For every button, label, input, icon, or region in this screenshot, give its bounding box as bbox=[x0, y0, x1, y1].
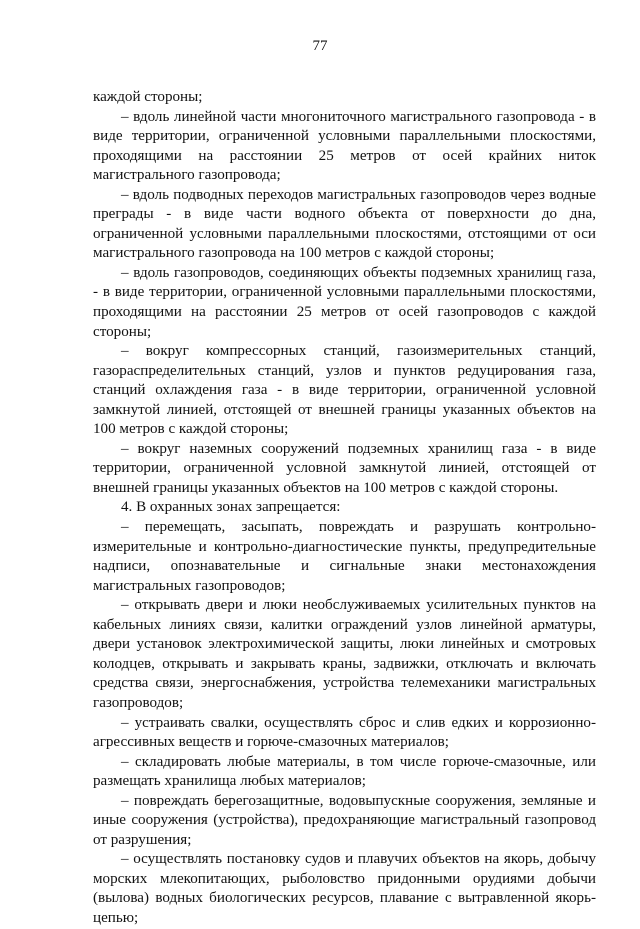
paragraph: – складировать любые материалы, в том числе горюче-смазочные, или размещать хранилища любых материалов; bbox=[93, 753, 596, 790]
paragraph: – вдоль газопроводов, соединяющих объекты подземных хранилищ газа, - в виде территории, ограниченной условными параллельными плоскостями, проходящими на расстоянии 25 метров от осей газопроводов с каждой стороны; bbox=[93, 264, 596, 340]
paragraph: – вокруг наземных сооружений подземных хранилищ газа - в виде территории, ограниченной условной замкнутой линией, отстоящей от внешней границы указанных объектов на 100 метров с каждой стороны. bbox=[93, 440, 596, 496]
paragraph: – открывать двери и люки необслуживаемых усилительных пунктов на кабельных линиях связи, калитки ограждений узлов линейной арматуры, двери установок электрохимической защиты, люки линейных и смотровых колодцев, открывать и закрывать краны, задвижки, отключать и включать средства связи, энергоснабжения, устройства телемеханики магистральных газопроводов; bbox=[93, 597, 596, 711]
paragraph: – перемещать, засыпать, повреждать и разрушать контрольно-измерительные и контрольно-диагностические пункты, предупредительные надписи, опознавательные и сигнальные знаки местонахождения магистральных газопроводов; bbox=[93, 519, 596, 594]
paragraph: – осуществлять постановку судов и плавучих объектов на якорь, добычу морских млекопитающих, рыболовство придонными орудиями добычи (вылова) водных биологических ресурсов, плавание с вытравленной якорь-цепью; bbox=[93, 851, 596, 926]
paragraph: – вокруг компрессорных станций, газоизмерительных станций, газораспределительных станций, узлов и пунктов редуцирования газа, станций охлаждения газа - в виде территории, ограниченной условной замкнутой линией, отстоящей от внешней границы указанных объектов на 100 метров с каждой стороны; bbox=[93, 343, 596, 438]
section-heading: 4. В охранных зонах запрещается: bbox=[121, 499, 341, 516]
page-number: 77 bbox=[312, 38, 328, 54]
paragraph: – устраивать свалки, осуществлять сброс и слив едких и коррозионно-агрессивных веществ и горюче-смазочных материалов; bbox=[93, 714, 596, 751]
paragraph: – повреждать берегозащитные, водовыпускные сооружения, земляные и иные сооружения (устройства), предохраняющие магистральный газопровод от разрушения; bbox=[93, 792, 596, 848]
paragraph: – вдоль линейной части многониточного магистрального газопровода - в виде территории, ограниченной условными параллельными плоскостями, проходящими на расстоянии 25 метров от осей крайних ниток магистрального газопровода; bbox=[93, 108, 596, 184]
paragraph: – вдоль подводных переходов магистральных газопроводов через водные преграды - в виде части водного объекта от поверхности до дна, ограниченной условными параллельными плоскостями, отстоящими от оси магистрального газопровода на 100 метров с каждой стороны; bbox=[93, 186, 596, 262]
paragraph: каждой стороны; bbox=[93, 89, 203, 105]
document-body bbox=[93, 88, 596, 929]
